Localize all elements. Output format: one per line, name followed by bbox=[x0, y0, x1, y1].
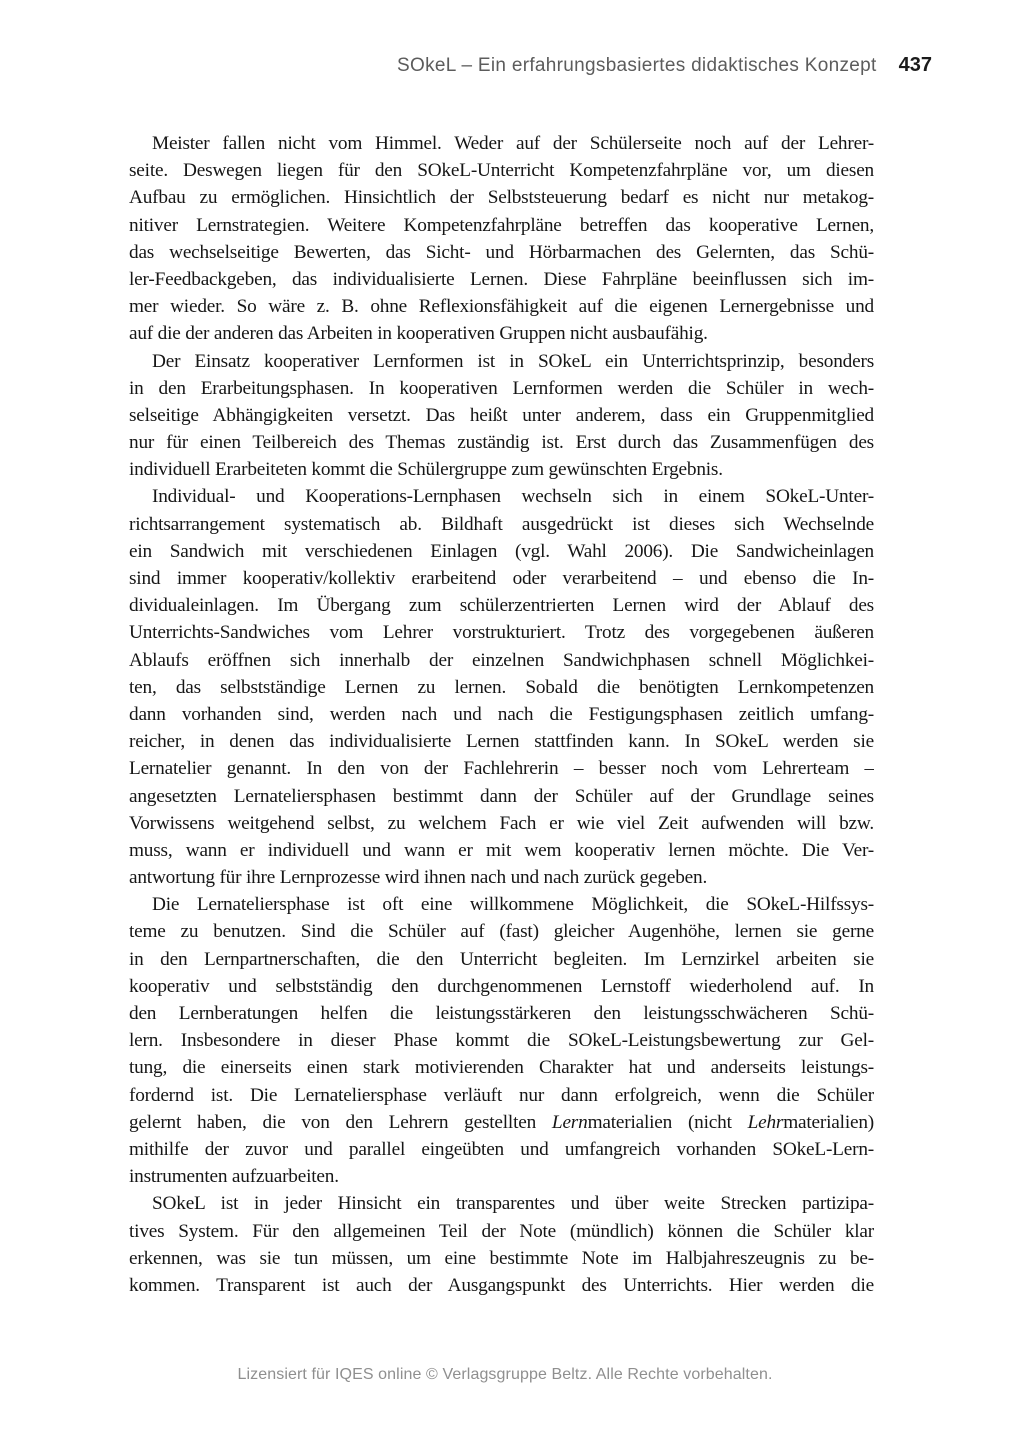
text-line: sind immer kooperativ/kollektiv erarbeitend oder verarbeitend – und ebenso die In- bbox=[129, 568, 874, 589]
text-line: angesetzten Lernateliersphasen bestimmt dann der Schüler auf der Grundlage seines bbox=[129, 785, 874, 807]
text-line: nur für einen Teilbereich des Themas zuständig ist. Erst durch das Zusammenfügen des bbox=[129, 432, 874, 454]
text-line: auf die der anderen das Arbeiten in kooperativen Gruppen nicht ausbaufähig. bbox=[129, 323, 708, 345]
text-line: gelernt haben, die von den Lehrern gestellten Lernmaterialien (nicht Lehrmaterialien) bbox=[129, 1111, 874, 1133]
text-line: dividualeinlagen. Im Übergang zum schülerzentrierten Lernen wird der Ablauf des bbox=[129, 595, 874, 617]
paragraph bbox=[129, 1190, 874, 1299]
text-line: reicher, in denen das individualisierte Lernen stattfinden kann. In SOkeL werden sie bbox=[129, 731, 874, 753]
text-line: kooperativ und selbstständig den durchgenommenen Lernstoff wiederholend auf. In bbox=[129, 975, 874, 997]
text-line: muss, wann er individuell und wann er mit wem kooperativ lernen möchte. Die Ver- bbox=[129, 839, 874, 861]
text-line: richtsarrangement systematisch ab. Bildhaft ausgedrückt ist dieses sich Wechselnde bbox=[129, 513, 874, 535]
paragraph bbox=[129, 891, 874, 1190]
text-line: den Lernberatungen helfen die leistungsstärkeren den leistungsschwächeren Schü- bbox=[129, 1003, 874, 1024]
text-line: mithilfe der zuvor und parallel eingeübten und umfangreich vorhanden SOkeL-Lern- bbox=[129, 1138, 874, 1160]
text-line: erkennen, was sie tun müssen, um eine bestimmte Note im Halbjahreszeugnis zu be- bbox=[129, 1247, 874, 1269]
text-line: tung, die einerseits einen stark motivierenden Charakter hat und anderseits leistungs- bbox=[129, 1057, 874, 1079]
text-line: Meister fallen nicht vom Himmel. Weder auf der Schülerseite noch auf der Lehrer- bbox=[152, 133, 874, 154]
text-line: tives System. Für den allgemeinen Teil der Note (mündlich) können die Schüler klar bbox=[129, 1220, 874, 1242]
license-text: Lizensiert für IQES online © Verlagsgruppe Beltz. Alle Rechte vorbehalten. bbox=[237, 1366, 773, 1383]
text-line: Aufbau zu ermöglichen. Hinsichtlich der Selbststeuerung bedarf es nicht nur metakog- bbox=[129, 187, 874, 209]
text-line: Ablaufs eröffnen sich innerhalb der einzelnen Sandwichphasen schnell Möglichkei- bbox=[129, 649, 874, 671]
paragraph bbox=[129, 130, 874, 348]
page-footer bbox=[0, 1366, 1010, 1384]
text-line: Individual- und Kooperations-Lernphasen wechseln sich in einem SOkeL-Unter- bbox=[152, 486, 874, 508]
text-line: Der Einsatz kooperativer Lernformen ist in SOkeL ein Unterrichtsprinzip, besonders bbox=[152, 350, 874, 372]
paragraph bbox=[129, 483, 874, 891]
text-line: in den Lernpartnerschaften, die den Unterricht begleiten. Im Lernzirkel arbeiten sie bbox=[129, 948, 874, 970]
text-line: selseitige Abhängigkeiten versetzt. Das heißt unter anderem, dass ein Gruppenmitglied bbox=[129, 404, 874, 426]
text-line: Unterrichts-Sandwiches vom Lehrer vorstrukturiert. Trotz des vorgegebenen äußeren bbox=[129, 622, 874, 644]
text-line: individuell Erarbeiteten kommt die Schülergruppe zum gewünschten Ergebnis. bbox=[129, 459, 723, 481]
text-line: Die Lernateliersphase ist oft eine willkommene Möglichkeit, die SOkeL-Hilfssys- bbox=[152, 894, 874, 916]
text-line: ein Sandwich mit verschiedenen Einlagen (vgl. Wahl 2006). Die Sandwicheinlagen bbox=[129, 540, 874, 562]
text-line: nitiver Lernstrategien. Weitere Kompetenzfahrpläne betreffen das kooperative Lernen, bbox=[129, 214, 874, 236]
text-line: seite. Deswegen liegen für den SOkeL-Unterricht Kompetenzfahrpläne vor, um diesen bbox=[129, 160, 874, 182]
text-line: ten, das selbstständige Lernen zu lernen. Sobald die benötigten Lernkompetenzen bbox=[129, 676, 874, 698]
text-line: SOkeL ist in jeder Hinsicht ein transparentes und über weite Strecken partizipa- bbox=[152, 1193, 874, 1215]
text-line: kommen. Transparent ist auch der Ausgangspunkt des Unterrichts. Hier werden die bbox=[129, 1274, 874, 1296]
text-line: das wechselseitige Bewerten, das Sicht- und Hörbarmachen des Gelernten, das Schü- bbox=[129, 241, 874, 263]
body-text bbox=[129, 130, 874, 1299]
page-number: 437 bbox=[898, 54, 932, 76]
text-line: lern. Insbesondere in dieser Phase kommt die SOkeL-Leistungsbewertung zur Gel- bbox=[129, 1030, 874, 1052]
paragraph bbox=[129, 348, 874, 484]
text-line: fordernd ist. Die Lernateliersphase verläuft nur dann erfolgreich, wenn die Schüler bbox=[129, 1084, 874, 1106]
text-line: instrumenten aufzuarbeiten. bbox=[129, 1166, 339, 1188]
page-header bbox=[0, 54, 932, 77]
text-line: in den Erarbeitungsphasen. In kooperativen Lernformen werden die Schüler in wech- bbox=[129, 377, 874, 399]
text-line: Vorwissens weitgehend selbst, zu welchem Fach er wie viel Zeit aufwenden will bzw. bbox=[129, 812, 874, 834]
text-line: ler-Feedbackgeben, das individualisierte Lernen. Diese Fahrpläne beeinflussen sich im- bbox=[129, 268, 874, 290]
running-title: SOkeL – Ein erfahrungsbasiertes didaktisches Konzept bbox=[397, 55, 877, 76]
text-line: Lernatelier genannt. In den von der Fachlehrerin – besser noch vom Lehrerteam – bbox=[129, 758, 874, 780]
text-line: antwortung für ihre Lernprozesse wird ihnen nach und nach zurück gegeben. bbox=[129, 867, 708, 889]
text-line: teme zu benutzen. Sind die Schüler auf (fast) gleicher Augenhöhe, lernen sie gerne bbox=[129, 921, 874, 943]
text-line: mer wieder. So wäre z. B. ohne Reflexionsfähigkeit auf die eigenen Lernergebnisse und bbox=[129, 296, 874, 318]
text-line: dann vorhanden sind, werden nach und nach die Festigungsphasen zeitlich umfang- bbox=[129, 703, 874, 725]
